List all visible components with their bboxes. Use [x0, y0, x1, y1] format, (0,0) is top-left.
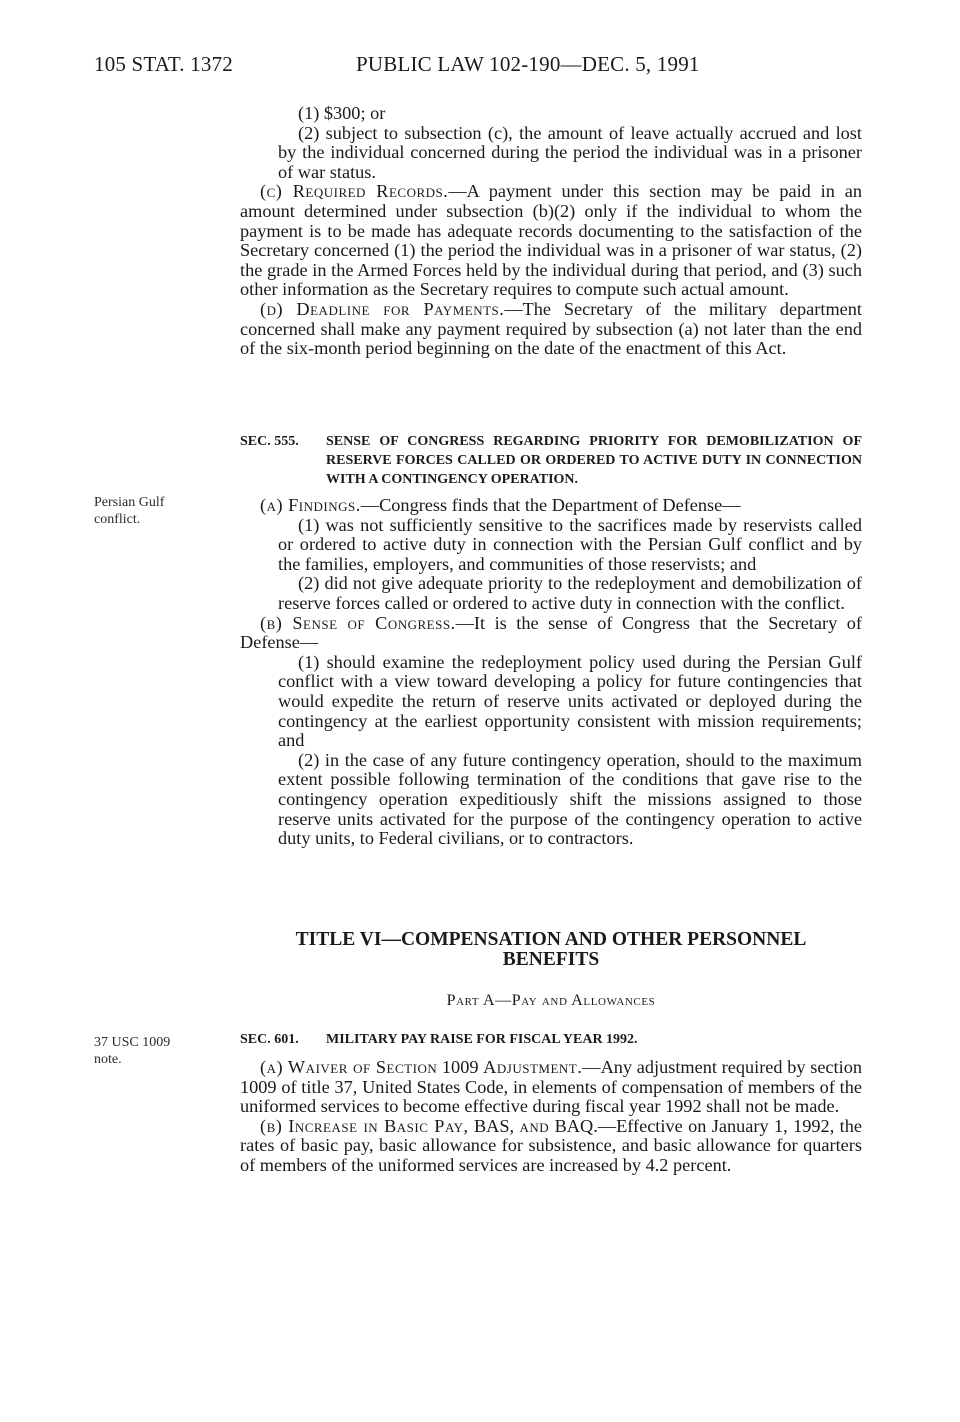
margin-note-usc: 37 USC 1009 note.: [94, 1035, 171, 1067]
subsection-d-heading: (d) Deadline for Payments.: [260, 298, 505, 319]
margin-note-persian-gulf: Persian Gulf conflict.: [94, 495, 165, 527]
section-555: [240, 432, 862, 849]
finding-2: (2) did not give adequate priority to the redeployment and demobilization of reserve forces called or ordered to active duty in connection with the conflict.: [278, 573, 862, 613]
title-vi-line-1: TITLE VI—COMPENSATION AND OTHER PERSONNEL: [295, 929, 807, 950]
section-601: [240, 1030, 862, 1176]
increase-bas: BAS,: [468, 1115, 520, 1136]
section-555-number: SEC. 555.: [240, 434, 299, 449]
sense-heading: (b) Sense of Congress.: [260, 612, 456, 633]
increase-baq: BAQ.: [549, 1115, 598, 1136]
subsection-d-text: —The Secretary of the military department concerned shall make any payment required by subsection (a) not later than the end of the six-month period beginning on the date of the enactment of this Act.: [240, 298, 862, 359]
increase-heading: (b) Increase in Basic Pay,: [260, 1115, 469, 1136]
waiver-text: —Any adjustment required by section 1009 of title 37, United States Code, in elements of compensation of members of the uniformed services to become effective during fiscal year 1992 shall not be made.: [240, 1057, 862, 1117]
waiver-heading: (a) Waiver of Section: [260, 1057, 438, 1077]
waiver-section-number: 1009: [437, 1057, 484, 1077]
title-vi-line-2: BENEFITS: [502, 949, 600, 970]
subsection-d: [240, 300, 862, 359]
section-601-number: SEC. 601.: [240, 1032, 299, 1047]
sense-text: —It is the sense of Congress that the Secretary of Defense—: [240, 612, 862, 653]
part-a-heading: Part A—Pay and Allowances: [446, 992, 656, 1009]
waiver-heading-end: Adjustment.: [483, 1057, 583, 1077]
paragraph-2: (2) subject to subsection (c), the amount of leave actually accrued and lost by the individual concerned during the period the individual was in a prisoner of war status.: [278, 122, 862, 182]
subsection-c: [240, 182, 862, 300]
paragraph-1: (1) $300; or: [298, 103, 386, 123]
subsection-c-text: —A payment under this section may be paid in an amount determined under subsection (b)(2) only if the individual to whom the payment is to be made has adequate records documenting to the satisfaction of the Secretary concerned (1) the period the individual was in a prisoner of war status, (2) the grade in the Armed Forces held by the individual during that period, and (3) such other information as the Secretary requires to compute such actual amount.: [240, 181, 862, 300]
section-601-title: MILITARY PAY RAISE FOR FISCAL YEAR 1992.: [326, 1032, 638, 1047]
subsection-c-heading: (c) Required Records.: [260, 181, 449, 202]
sense-item-1: (1) should examine the redeployment policy used during the Persian Gulf conflict with a view toward developing a policy for future contingencies that would expedite the return of reserve units activated or deployed during the contingency at the earliest opportunity consistent with mission requirements; and: [278, 651, 862, 751]
increase-and: and: [519, 1115, 550, 1136]
page-stat-citation: 105 STAT. 1372: [94, 52, 233, 76]
finding-1: (1) was not sufficiently sensitive to the sacrifices made by reservists called or ordered to active duty in connection with the Persian Gulf conflict and by the families, employers, and communities of those reservists; and: [278, 514, 862, 574]
subsection-b-sense: [240, 614, 862, 653]
running-header: PUBLIC LAW 102-190—DEC. 5, 1991: [356, 52, 700, 76]
subsection-a-findings: [240, 496, 862, 516]
findings-heading: (a) Findings.: [260, 495, 361, 515]
title-vi-heading: [240, 930, 862, 970]
section-continuation: [240, 104, 862, 359]
increase-text: —Effective on January 1, 1992, the rates of basic pay, basic allowance for subsistence, and basic allowance for quarters of members of the uniformed services are increased by 4.2 percent.: [240, 1115, 862, 1175]
sec601-subsection-b: [240, 1117, 862, 1176]
section-555-title: SENSE OF CONGRESS REGARDING PRIORITY FOR DEMOBILIZATION OF RESERVE FORCES CALLED OR ORDERED TO ACTIVE DUTY IN CONNECTION WITH A CONTINGENCY OPERATION.: [326, 434, 862, 487]
section-555-heading: [240, 432, 862, 489]
sense-item-2: (2) in the case of any future contingency operation, should to the maximum extent possible following termination of the conditions that gave rise to the contingency operation expeditiously shift the missions assigned to those reserve units activated for the purpose of the contingency operation to active duty units, to Federal civilians, or to contractors.: [278, 749, 862, 849]
sec601-subsection-a: [240, 1058, 862, 1117]
section-601-heading: [240, 1030, 862, 1049]
findings-text: —Congress finds that the Department of Defense—: [360, 495, 741, 515]
